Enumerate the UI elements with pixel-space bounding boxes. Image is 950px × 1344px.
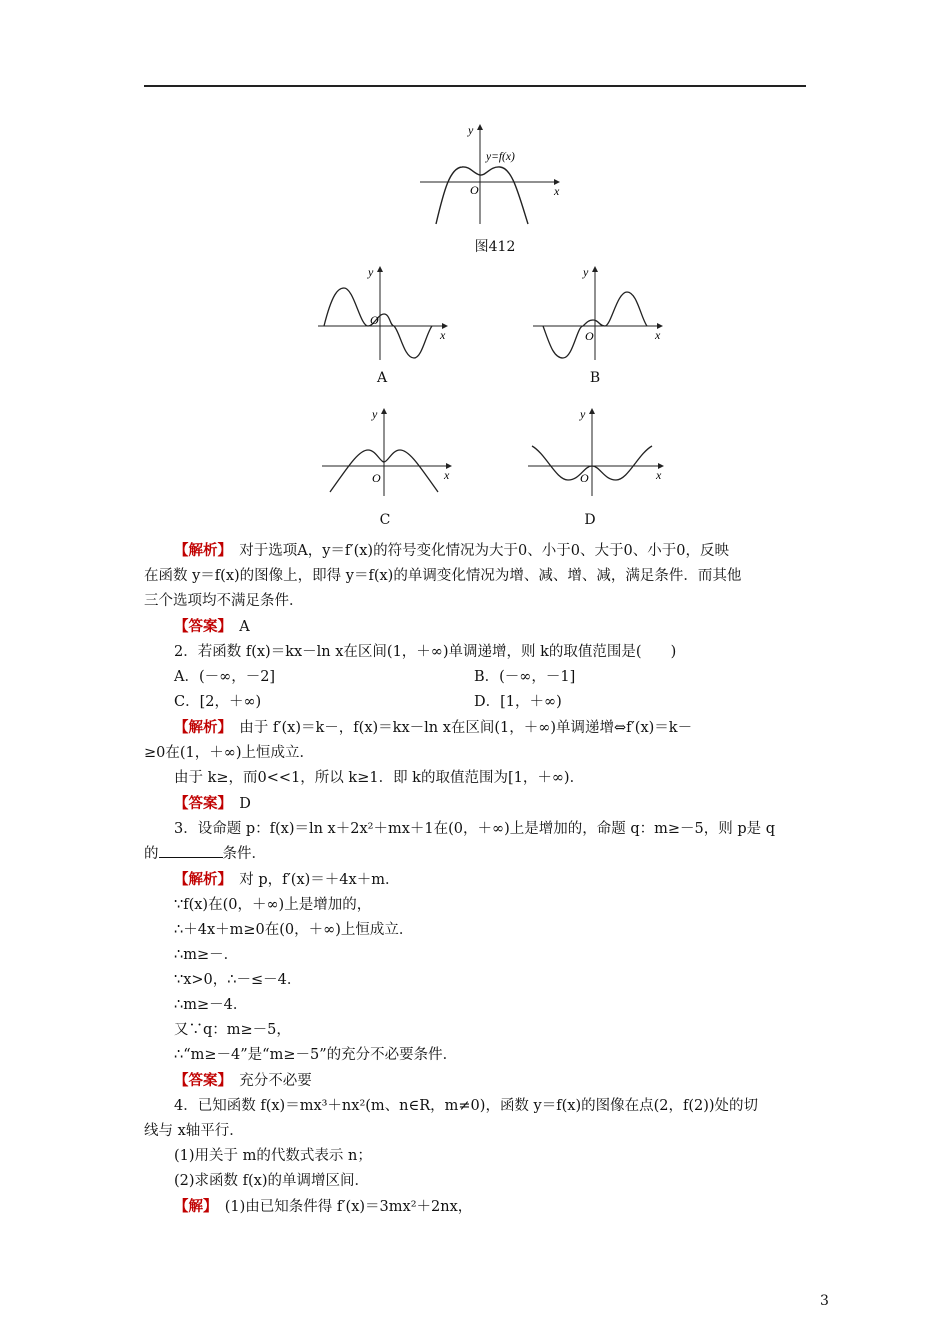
x-label: x bbox=[655, 328, 661, 342]
option-b-graph bbox=[533, 262, 665, 362]
curve-f bbox=[436, 167, 528, 224]
answer-tag: 【答案】 bbox=[174, 795, 225, 812]
option-d-graph bbox=[528, 404, 666, 500]
curve-label: y=f(x) bbox=[486, 151, 515, 163]
analysis-tag: 【解析】 bbox=[174, 542, 225, 559]
answer-tag: 【答案】 bbox=[174, 1072, 225, 1089]
origin-label: O bbox=[370, 313, 379, 327]
q3-step-2: ∵f(x)在(0，＋∞)上是增加的， bbox=[174, 897, 372, 913]
q4-sub-1: (1)用关于 m的代数式表示 n； bbox=[174, 1148, 372, 1164]
y-label: y bbox=[372, 407, 378, 421]
q2-analysis-line-3: 由于 k≥，而0<<1，所以 k≥1．即 k的取值范围为[1，＋∞)． bbox=[174, 770, 585, 786]
x-label: x bbox=[554, 184, 560, 198]
option-a-label: A bbox=[376, 370, 388, 386]
solution-tag: 【解】 bbox=[174, 1198, 211, 1215]
y-label: y bbox=[580, 407, 586, 421]
option-c-graph bbox=[322, 404, 454, 500]
y-axis-arrow-icon bbox=[381, 408, 387, 414]
page-number: 3 bbox=[820, 1293, 829, 1309]
x-label: x bbox=[656, 468, 662, 482]
answer-tag: 【答案】 bbox=[174, 618, 225, 635]
q2-option-d: D．[1，＋∞) bbox=[474, 694, 562, 710]
y-label: y bbox=[368, 265, 374, 279]
q2-option-b: B．(－∞，－1] bbox=[474, 669, 576, 685]
option-c-label: C bbox=[379, 512, 391, 528]
option-a-graph bbox=[318, 262, 450, 362]
x-label: x bbox=[440, 328, 446, 342]
q1-answer-line: 【答案】 A bbox=[174, 618, 250, 635]
y-axis-arrow-icon bbox=[377, 266, 383, 272]
q3-step-7: 又∵q：m≥－5， bbox=[174, 1022, 291, 1038]
origin-label: O bbox=[580, 471, 589, 485]
q3-step-8: ∴“m≥－4”是“m≥－5”的充分不必要条件． bbox=[174, 1047, 458, 1063]
q3-step-3: ∴＋4x＋m≥0在(0，＋∞)上恒成立． bbox=[174, 922, 414, 938]
q2-analysis-line: 【解析】 由于 f′(x)＝k－，f(x)＝kx－ln x在区间(1，＋∞)单调递增⇔f′(x)＝k－ bbox=[174, 719, 693, 736]
main-figure bbox=[420, 120, 562, 230]
origin-label: O bbox=[372, 471, 381, 485]
q1-analysis-line-3: 三个选项均不满足条件． bbox=[144, 593, 304, 609]
origin-label: O bbox=[585, 329, 594, 343]
answer-blank bbox=[159, 843, 223, 858]
q3-step-5: ∵x>0，∴－≤－4． bbox=[174, 972, 302, 988]
q4-stem-2: 线与 x轴平行． bbox=[144, 1123, 244, 1139]
q2-answer-line: 【答案】 D bbox=[174, 795, 251, 812]
header-rule bbox=[144, 85, 806, 87]
q1-analysis-line-2: 在函数 y＝f(x)的图像上，即得 y＝f(x)的单调变化情况为增、减、增、减，满足条件．而其他 bbox=[144, 568, 742, 584]
q2-option-c: C．[2，＋∞) bbox=[174, 694, 262, 710]
y-label: y bbox=[583, 265, 589, 279]
q2-options-ab bbox=[144, 665, 806, 690]
q4-solution-line: 【解】 (1)由已知条件得 f′(x)＝3mx²＋2nx， bbox=[174, 1198, 473, 1215]
q3-step-6: ∴m≥－4． bbox=[174, 997, 248, 1013]
q2-analysis-line-2: ≥0在(1，＋∞)上恒成立． bbox=[144, 745, 314, 761]
q2-stem: 2．若函数 f(x)＝kx－ln x在区间(1，＋∞)单调递增，则 k的取值范围是( ) bbox=[174, 644, 677, 660]
x-label: x bbox=[444, 468, 450, 482]
analysis-tag: 【解析】 bbox=[174, 871, 225, 888]
q4-sub-2: (2)求函数 f(x)的单调增区间． bbox=[174, 1173, 370, 1189]
option-d-label: D bbox=[584, 512, 596, 528]
q1-analysis-line: 【解析】 对于选项A，y＝f′(x)的符号变化情况为大于0、小于0、大于0、小于0，反映 bbox=[174, 542, 729, 559]
y-axis-arrow-icon bbox=[592, 266, 598, 272]
figure-caption: 图412 bbox=[474, 239, 516, 255]
y-axis-arrow-icon bbox=[589, 408, 595, 414]
origin-label: O bbox=[470, 183, 479, 197]
option-b-label: B bbox=[589, 370, 601, 386]
q4-stem: 4．已知函数 f(x)＝mx³＋nx²(m、n∈R，m≠0)，函数 y＝f(x)的图像在点(2，f(2))处的切 bbox=[174, 1098, 759, 1114]
q3-stem-2: 的 条件． bbox=[144, 842, 806, 867]
q3-step-4: ∴m≥－． bbox=[174, 947, 239, 963]
q3-stem: 3．设命题 p：f(x)＝ln x＋2x²＋mx＋1在(0，＋∞)上是增加的，命题 q：m≥－5，则 p是 q bbox=[174, 821, 776, 837]
q3-analysis-line: 【解析】 对 p，f′(x)＝＋4x＋m． bbox=[174, 871, 400, 888]
q2-option-a: A．(－∞，－2] bbox=[174, 669, 276, 685]
main-figure-graph bbox=[420, 120, 562, 230]
q3-answer-line: 【答案】 充分不必要 bbox=[174, 1072, 312, 1089]
analysis-tag: 【解析】 bbox=[174, 719, 225, 736]
text-content bbox=[144, 538, 806, 1220]
y-label: y bbox=[468, 123, 474, 137]
q2-options-cd bbox=[144, 690, 806, 715]
y-axis-arrow-icon bbox=[477, 124, 483, 130]
